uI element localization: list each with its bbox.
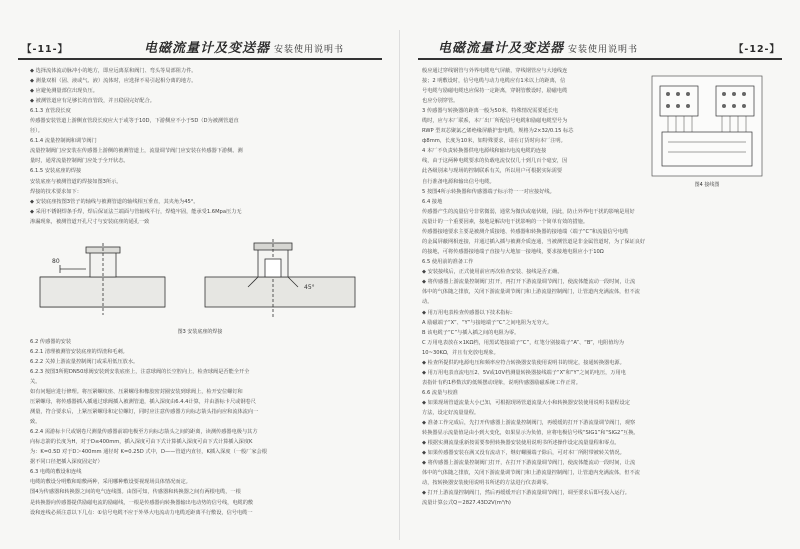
text-line: 6.2.2 关掉上游流量控制阀门或采用低压放水。 — [30, 358, 139, 365]
left-page-body — [30, 66, 370, 518]
text-line: ◆ 将传感器上游流量控制阀门打开，再打开下游流量调节阀门，使流体能流动一段时间，让流 — [422, 279, 636, 286]
text-line: ◆ 用万用电表直流电压2、5V或10V档测量转换器接线端子“X”和“Y”之间的电压，万用电 — [422, 369, 626, 376]
text-line: 渗漏现象，被测管道开孔尺寸与安装底座的通孔一致 — [30, 218, 150, 225]
left-page-header — [18, 36, 382, 60]
text-line: 测量，符合要求后，上紧压紧螺母和定位螺钉，同时应注意传感器方向标志箭头指向应和流体流向一 — [30, 409, 259, 416]
right-text-wrap — [422, 66, 640, 197]
text-line: ◆ 检查所提供的电源电压和频率应符合转换器安装使用说明书的规定，接通转换器电源。 — [422, 359, 625, 366]
text-line: 方法，设定好流量量程。 — [422, 409, 480, 416]
text-line: 6.1.3 直管段长度 — [30, 108, 71, 115]
text-line: 转换器显示流量值是由小到大变化，如果显示为负值，应将电极信号线“SIG1”和“SIG2”互换。 — [422, 430, 639, 437]
text-line: 动，按转换器安装使用说明书所述的方法进行仪表调零。 — [422, 480, 552, 487]
text-line: ◆ 如果传感器安装在满又没有流动下，继好螺圈端子除后，可对本厂所附带被转关情况。 — [422, 450, 625, 457]
text-line: 6.4 接地 — [422, 199, 443, 205]
text-line: 6.5 使用前的准备工作 — [422, 259, 474, 266]
text-line: 10~30KΩ，并且有充放电现象。 — [422, 349, 499, 356]
text-line: 流量计算公式Q＝2827.43D2V(m³/h) — [422, 500, 511, 507]
text-line: ◆ 如果现场管道流量大小已知，可根据现场管道流量大小和转换器安装使用说明书量程设定 — [422, 399, 630, 406]
text-line: 此各级别来与现场的控制联系有关，所以用户可根据实际需要 — [422, 168, 563, 175]
text-line: 表指针有约1秒数次的低频摆动现象，说明传感器励磁系统工作正常。 — [422, 379, 581, 386]
right-wrap-region — [422, 66, 762, 197]
left-page-number: 【-11-】 — [22, 44, 69, 55]
text-line: ◆ 被测管道应有足够长的直管段，并且稳固完好配合。 — [30, 98, 155, 105]
text-line: 动。 — [422, 299, 433, 306]
right-page-body — [422, 66, 762, 508]
text-line: 号电缆与励磁电缆也应保持一定距离，穿钢管敷设时，励磁电缆 — [422, 88, 568, 95]
figure-4-caption: 图4 接线图 — [694, 182, 720, 188]
text-line: 6.1.4 流量控制阀和调节阀门 — [30, 138, 97, 145]
text-line: 6.2.3 按图3所附DN50球阀安装到安装底座上，注意球阀的长空腔向上，检查球阀是否能全开全 — [30, 368, 250, 375]
text-line: 流量控制阀门应安装在传感器上游侧的被测管道上，流量调节阀门应安装在传感器下游侧。测 — [30, 148, 243, 155]
text-line: 般应通过穿线钢管与外界电缆电气屏蔽，穿线钢管应与大地线连 — [422, 68, 568, 74]
text-line: ◆ 安装底座按图3管子的轴线与被测管道的轴线相互垂直，其夹角为45°。 — [30, 198, 199, 205]
text-line: C 万用电表放在×1KΩ档，用黑试笔接端子“C”，红笔分别接端子“A”、“B”，电阻值均为 — [422, 339, 624, 346]
text-line: RWP 型双芯聚氯乙烯绝缘屏蔽护套电缆，规格为2×32/0.15 标芯 — [422, 128, 574, 135]
text-line: ◆ 打开上游流量控制阀门，然后再缓缓开启下游流量调节阀门，调至要求后即可投入运行。 — [422, 490, 630, 497]
text-line: 6.3 电缆的敷设和连线 — [30, 469, 82, 476]
text-line: 关。 — [30, 378, 41, 385]
text-line: ◆ 用万用电表检查传感器以下技术指标： — [422, 309, 516, 316]
right-page-header — [418, 36, 782, 60]
text-line: 流量计的一个重要因素，接地是解决电干扰影响的一个简单有效的措施。 — [422, 219, 589, 226]
text-line: 传感器安装管道上游侧直管段长度应大于或等于10D，下游侧应不小于5D（D为被测管道直 — [30, 118, 239, 125]
text-line: 体中的气体随之排放，关闭下游流量调节阀门和上游流量控制阀门，让管道内充满流体，但不流 — [422, 470, 640, 477]
text-line: 是转换器向传感器提供励磁电流的励磁线，一根是传感器向转换器输出电动势的信号线，电缆的敷 — [30, 499, 254, 506]
text-line: 径）。 — [30, 128, 43, 135]
fig3-dimension-label: 80 — [52, 257, 60, 265]
text-line: 3 传感器与转换器的距离一般为50米，特殊情况需要延长电 — [422, 108, 559, 115]
figure-3-caption: 图3 安装底座的焊接 — [177, 328, 223, 335]
right-page — [400, 0, 800, 549]
text-line: 焊接的技术要求如下： — [30, 188, 82, 195]
left-text-top — [30, 66, 370, 227]
text-line: 电缆的敷设分明敷和暗敷两种，采用哪种敷设要视现场具体情况而定。 — [30, 479, 191, 486]
text-line: ◆ 根据实测流量重新按需要参照转换器安装使用说明书所述操作设定流量量程和零点。 — [422, 440, 620, 447]
text-line: 接；2 明敷设时，信号电缆与动力电缆应有1米以上的距离，信 — [422, 78, 566, 85]
text-line: ф8mm，长度为10米，如特殊要求，请在订货时向本厂注明。 — [422, 138, 566, 145]
text-line: 向标志箭的长度为H，对于D≤400mm，插入深度可由下式计算插入深度可由下式计算插入深度K — [30, 439, 253, 446]
text-line: 如有问题应进行修理。将压紧螺纹座、压紧螺母和橡胶密封圈安装到球阀上，检开安位螺钉和 — [30, 388, 243, 395]
text-line: 5 按图4所示转换器和传感器端子标示符一一对应接好线。 — [422, 188, 555, 195]
text-line: 压紧螺母，将传感器插入插通过球阀插入被测管道，插入深度由6.4.4计算，并由游标卡尺或钢卷尺 — [30, 399, 256, 406]
text-line: ◆ 选择流体流动脉冲小的地方，即应远离泵和阀门、弯头等局部阻力件。 — [30, 68, 197, 74]
right-page-number: 【-12-】 — [733, 44, 780, 55]
figure-3 — [30, 227, 370, 337]
text-line: 线，由于这两种电缆要求的负载电流仅仅几十到几百个毫安，因 — [422, 158, 568, 165]
text-line: 安装底座与被测管道的焊接如图3所示。 — [30, 178, 122, 185]
text-line: 的金属屏蔽网相连接，并通过插入插与被测介质连通，当被测管道是非金属管道时，为了保证良好 — [422, 239, 646, 246]
text-line: ◆ 准备工作完成后，先打开传感器上游流量控制阀门，再缓缓的打开下游流量调节阀门，观察 — [422, 420, 636, 427]
right-page-title — [438, 37, 638, 56]
text-line: B 该电缆子“C”与插入插之间的电阻为零。 — [422, 329, 520, 336]
text-line: ◆ 安装接线后，正式使用前应再次检查安装、接线是否正确。 — [422, 269, 563, 276]
text-line: 传感器产生的流量信号非常微弱，通常为微伏或毫伏级，因此，防止外界电干扰的影响是用好 — [422, 209, 635, 216]
text-line: 6.2 传感器的安装 — [30, 338, 72, 345]
weld-figure-drawing — [30, 229, 370, 329]
text-line: 图4为传感器和转换器之间的电气连线图。由图可知，传感器和转换器之间有两根电缆，一根 — [30, 489, 241, 496]
right-title-text: 电磁流量计及变送器 — [438, 41, 565, 56]
text-line: 6.1.5 安装底座的焊接 — [30, 168, 82, 175]
figure-4 — [648, 72, 766, 192]
text-line: 缆时，应与本厂联系，本厂出厂所配信号电缆和励磁电缆型号为 — [422, 118, 568, 125]
fig3-angle-label: 45° — [304, 283, 315, 291]
text-line: 据不同口径把插入深度固定好） — [30, 459, 103, 466]
text-line: 4 本厂不负责转换器供电电源线和输出电流电缆的连接 — [422, 148, 547, 155]
left-text-bottom — [30, 337, 370, 518]
wiring-diagram — [648, 72, 766, 182]
text-line: A 励磁端子“X”、“Y”与接地端子“C”之间电阻为无穷大。 — [422, 319, 553, 326]
text-line: 自行准备电源和输出信号电缆。 — [422, 178, 495, 185]
text-line: 设和连线必须注意以下几点：①信号电缆不应于外界大电流动力电缆近距离平行敷设，信号电缆一 — [30, 509, 253, 516]
left-page-title — [144, 37, 344, 56]
text-line: 6.6 流量与校准 — [422, 389, 458, 396]
text-line: 为：K=0.5D 对于D＞400mm 通径时 K=0.25D 式中，D——管道内直径，K插入深度（一般厂家会根 — [30, 449, 267, 456]
text-line: 传感器接地要求主要是被测介质接地、传感器和转换器的接地端（端子“C”和流量信号电缆 — [422, 229, 629, 236]
text-line: 6.2.4 需游标卡尺或钢卷尺测量传感器前端电极至方向标志箭头之间的距离，读测传感器电极与其方 — [30, 429, 258, 436]
right-subtitle: 安装使用说明书 — [568, 45, 639, 55]
text-line: 致。 — [30, 419, 41, 426]
text-line: ◆ 测量双相（固、液或气、液）流体时，应选择不易引起相分离的地方。 — [30, 78, 197, 85]
text-line: 也应分别穿管。 — [422, 98, 459, 105]
left-title-text: 电磁流量计及变送器 — [144, 41, 271, 56]
right-text-full — [422, 197, 762, 508]
text-line: 6.2.1 清理被测管安装底座的焊渣和毛刺。 — [30, 348, 128, 355]
text-line: 的接地，可将传感器接地端子直接与大地加一接地线，要求接地电阻应小于10Ω — [422, 249, 604, 256]
text-line: 体中的气体随之排放，关闭下游流量调节阀门和上游流量控制阀门，让管道内充满流体，但不流 — [422, 289, 640, 296]
text-line: ◆ 将传感器上游流量控制阀门打开，在打开下游流量调节阀门，使流体能流动一段时间，让流 — [422, 460, 636, 467]
text-line: 量时，通常流量控制阀门应处于全开状态。 — [30, 158, 129, 165]
text-line: ◆ 采用不锈钢焊条手焊，焊后保证法兰端面与管轴线平行，焊缝牢固，能承受1.6Mpa压力无 — [30, 208, 242, 215]
text-line: ◆ 应避免测量部位出现负压。 — [30, 88, 98, 95]
left-subtitle: 安装使用说明书 — [274, 45, 345, 55]
